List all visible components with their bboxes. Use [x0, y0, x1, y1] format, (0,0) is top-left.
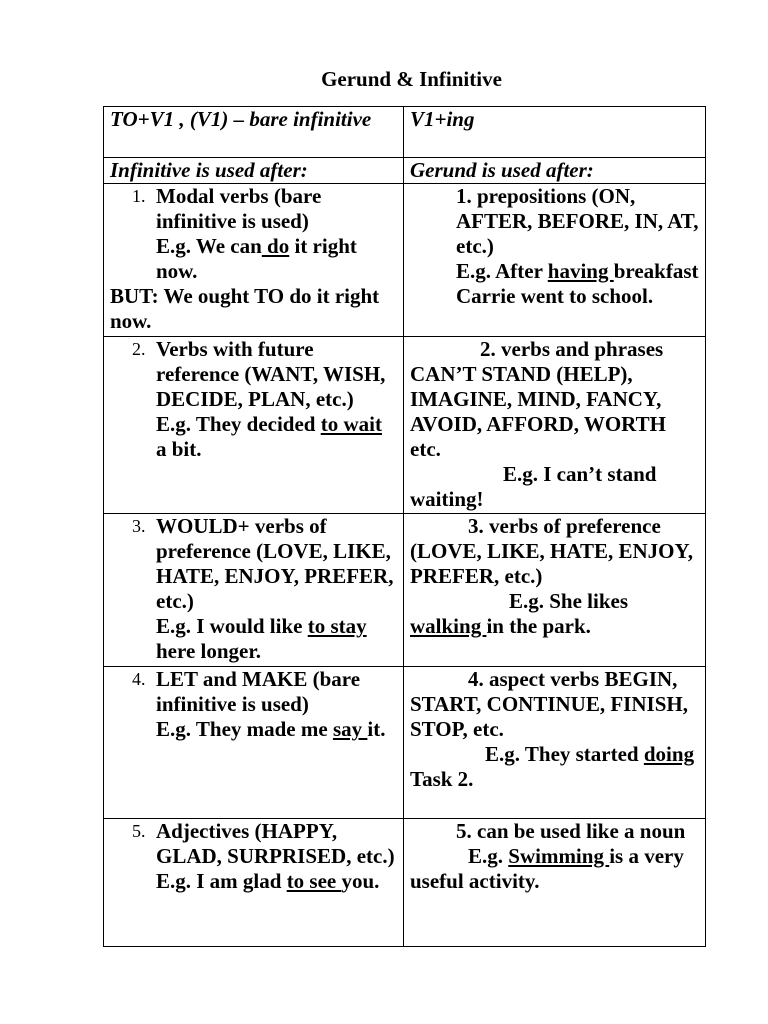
- rule-text: LET and MAKE (bare infinitive is used): [156, 667, 361, 716]
- table-row: [104, 667, 706, 819]
- infinitive-cell: [104, 184, 404, 337]
- example-underlined: to wait: [320, 412, 382, 436]
- example-text: E.g. They started doing Task 2.: [410, 742, 695, 791]
- table-row: [104, 819, 706, 947]
- example-text: E.g. I can’t stand waiting!: [410, 462, 657, 511]
- gerund-cell: [404, 514, 706, 667]
- rule-text: 3. verbs of preference (LOVE, LIKE, HATE, ENJOY, PREFER, etc.): [410, 514, 693, 588]
- example-text: E.g. I am glad to see you.: [156, 869, 380, 893]
- list-item: [110, 514, 397, 664]
- example-underlined: Swimming: [508, 844, 610, 868]
- infinitive-cell: [104, 514, 404, 667]
- example-underlined: having: [547, 259, 614, 283]
- gerund-cell: [404, 819, 706, 947]
- subheader-infinitive: Infinitive is used after:: [104, 158, 404, 184]
- table-row: [104, 514, 706, 667]
- infinitive-cell: [104, 337, 404, 514]
- rule-text: Verbs with future reference (WANT, WISH, DECIDE, PLAN, etc.): [156, 337, 386, 411]
- page-title: Gerund & Infinitive: [321, 67, 502, 91]
- example-text: E.g. They made me say it.: [156, 717, 386, 741]
- list-item: [110, 337, 397, 462]
- gerund-cell: [404, 667, 706, 819]
- header-infinitive: TO+V1 , (V1) – bare infinitive: [104, 107, 404, 158]
- rule-text: 1. prepositions (ON, AFTER, BEFORE, IN, AT, etc.): [456, 184, 699, 258]
- item-number: 2.: [132, 339, 146, 359]
- rule-text: Modal verbs (bare infinitive is used): [156, 184, 322, 233]
- list-item: [110, 819, 397, 894]
- example-text: E.g. I would like to stay here longer.: [156, 614, 367, 663]
- gerund-cell: [404, 184, 706, 337]
- example-underlined: to stay: [307, 614, 367, 638]
- table-header-row: [104, 107, 706, 158]
- gerund-cell: [404, 337, 706, 514]
- rule-text: 4. aspect verbs BEGIN, START, CONTINUE, FINISH, STOP, etc.: [410, 667, 688, 741]
- item-number: 5.: [132, 821, 146, 841]
- list-item: [110, 667, 397, 742]
- rule-text: 2. verbs and phrases CAN’T STAND (HELP), IMAGINE, MIND, FANCY, AVOID, AFFORD, WORTH etc.: [410, 337, 666, 461]
- rule-text: 5. can be used like a noun: [456, 819, 686, 843]
- example-underlined: walking: [410, 614, 487, 638]
- grammar-table: [103, 106, 706, 947]
- rule-text: WOULD+ verbs of preference (LOVE, LIKE, HATE, ENJOY, PREFER, etc.): [156, 514, 394, 613]
- rule-text: Adjectives (HAPPY, GLAD, SURPRISED, etc.): [156, 819, 395, 868]
- example-text: E.g. We can do it right now.: [156, 234, 357, 283]
- example-underlined: say: [332, 717, 368, 741]
- example-text: E.g. They decided to wait a bit.: [156, 412, 382, 461]
- example-underlined: to see: [286, 869, 342, 893]
- table-row: [104, 337, 706, 514]
- example-text: E.g. After having breakfast Carrie went to school.: [456, 259, 699, 308]
- table-row: [104, 184, 706, 337]
- example-underlined: doing: [643, 742, 695, 766]
- item-number: 4.: [132, 669, 146, 689]
- header-gerund: V1+ing: [404, 107, 706, 158]
- infinitive-cell: [104, 819, 404, 947]
- note-text: BUT: We ought TO do it right now.: [110, 284, 380, 333]
- example-underlined: do: [261, 234, 290, 258]
- example-text: E.g. Swimming is a very useful activity.: [410, 844, 684, 893]
- infinitive-cell: [104, 667, 404, 819]
- example-text: E.g. She likes walking in the park.: [410, 589, 629, 638]
- list-item: [110, 184, 397, 334]
- item-number: 3.: [132, 516, 146, 536]
- subheader-gerund: Gerund is used after:: [404, 158, 706, 184]
- item-number: 1.: [132, 186, 146, 206]
- table-subheader-row: [104, 158, 706, 184]
